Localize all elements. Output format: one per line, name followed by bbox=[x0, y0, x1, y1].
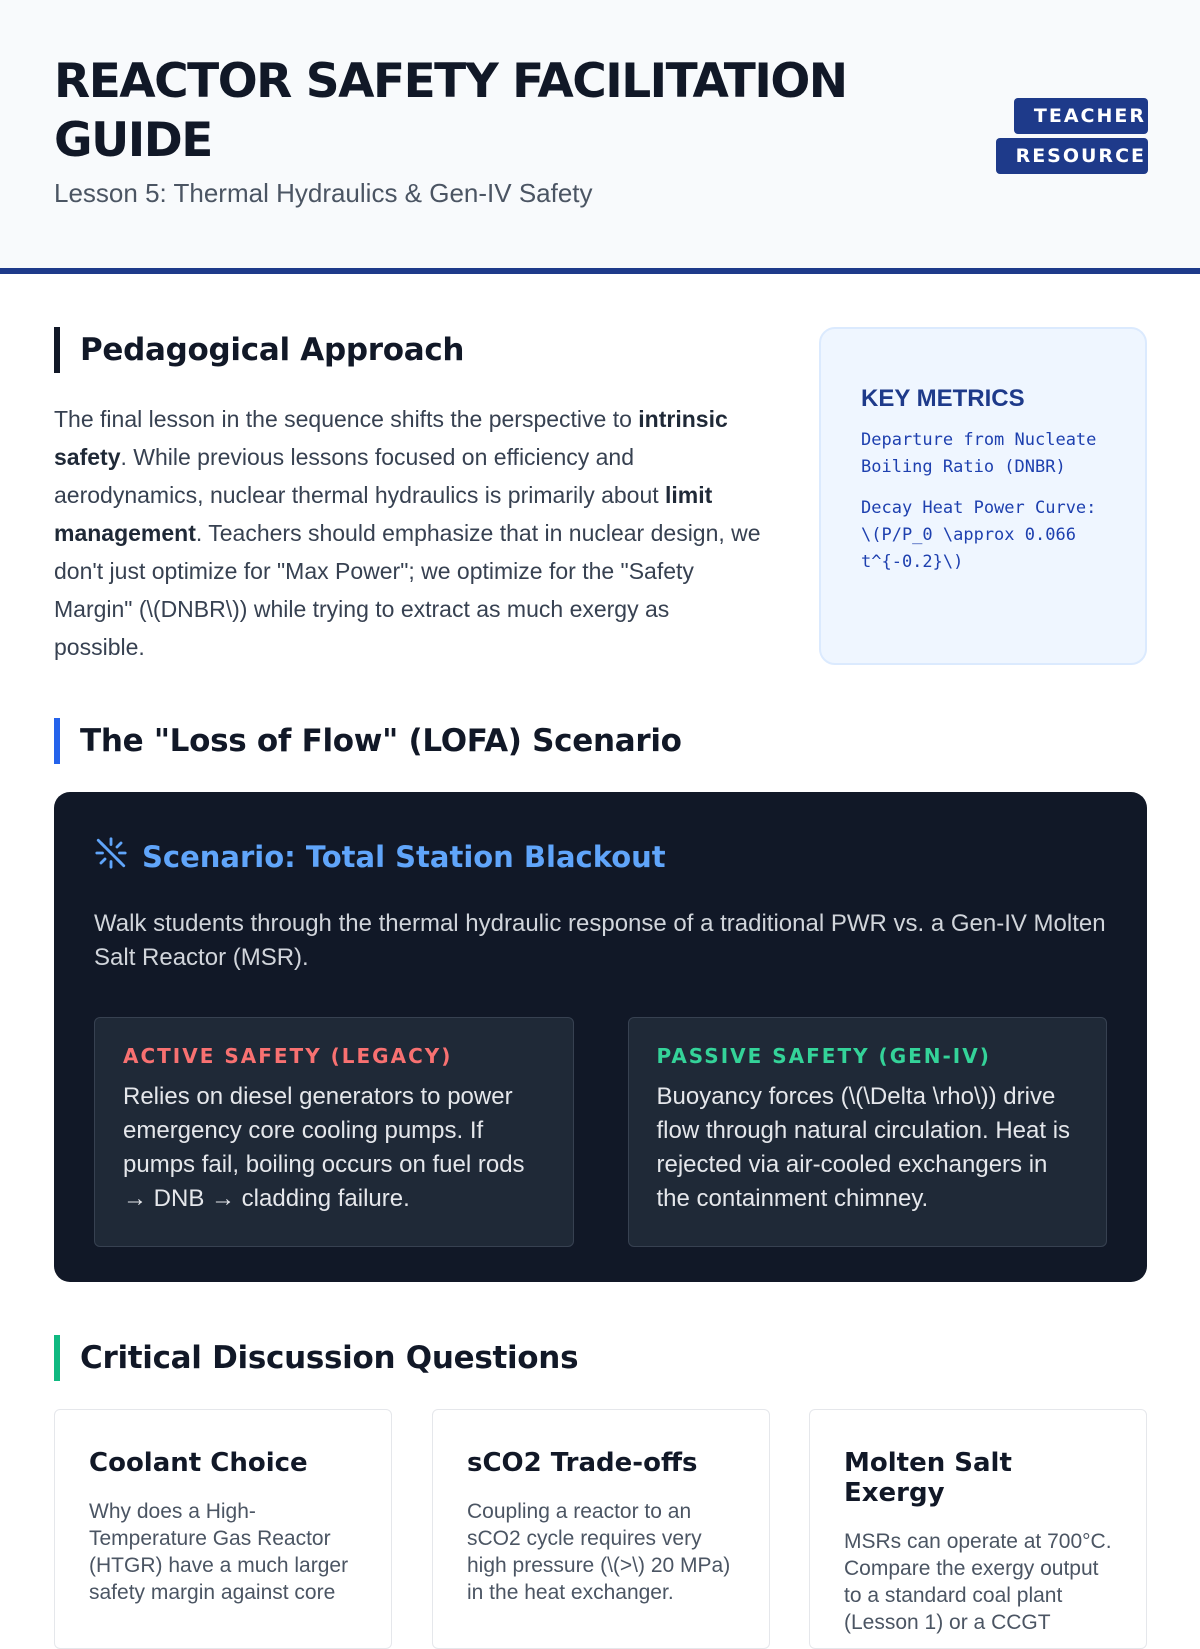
safety-comparison bbox=[94, 1017, 1107, 1247]
scenario-panel bbox=[54, 792, 1147, 1282]
scenario-title-row bbox=[94, 836, 1107, 877]
section-heading-pedagogy: Pedagogical Approach bbox=[54, 327, 464, 373]
section-heading-questions: Critical Discussion Questions bbox=[54, 1335, 578, 1381]
passive-safety-card bbox=[628, 1017, 1108, 1247]
scenario-title: Scenario: Total Station Blackout bbox=[142, 839, 666, 874]
passive-safety-label: PASSIVE SAFETY (GEN-IV) bbox=[656, 1044, 991, 1068]
question-card-molten-salt bbox=[809, 1409, 1147, 1649]
pedagogy-text-1: The final lesson in the sequence shifts the perspective to bbox=[54, 406, 639, 432]
question-title: sCO2 Trade-offs bbox=[467, 1448, 698, 1478]
section-heading-lofa: The "Loss of Flow" (LOFA) Scenario bbox=[54, 718, 682, 764]
pedagogy-paragraph bbox=[54, 400, 766, 666]
question-card-coolant bbox=[54, 1409, 392, 1649]
passive-safety-text: Buoyancy forces (\(\Delta \rho\)) drive flow through natural circulation. Heat is rejected via air-cooled exchangers in the containment chimney. bbox=[656, 1083, 1071, 1212]
pedagogy-text-2: . While previous lessons focused on efficiency and aerodynamics, nuclear thermal hydraulics is primarily about bbox=[54, 444, 666, 508]
active-safety-card bbox=[94, 1017, 574, 1247]
key-metrics-title: KEY METRICS bbox=[861, 385, 1025, 412]
question-text: MSRs can operate at 700°C. Compare the exergy output to a standard coal plant (Lesson 1) or a CCGT bbox=[844, 1530, 1112, 1634]
active-safety-text: Relies on diesel generators to power emergency core cooling pumps. If pumps fail, boiling occurs on fuel rods → DNB → cladding failure. bbox=[123, 1083, 525, 1212]
scenario-description: Walk students through the thermal hydraulic response of a traditional PWR vs. a Gen-IV Molten Salt Reactor (MSR). bbox=[94, 910, 1106, 971]
metric-item: Decay Heat Power Curve: \(P/P_0 \approx 0.066 t^{-0.2}\) bbox=[861, 498, 1097, 572]
pedagogy-bold-1: intrinsic safety bbox=[54, 406, 728, 470]
page-subtitle: Lesson 5: Thermal Hydraulics & Gen-IV Safety bbox=[54, 178, 593, 208]
pedagogy-bold-2: limit management bbox=[54, 482, 713, 546]
pedagogy-text-3: . Teachers should emphasize that in nuclear design, we don't just optimize for "Max Power"; we optimize for the "Safety Margin" (\(DNBR\)) while trying to extract as much exergy as possible. bbox=[54, 520, 761, 660]
page-title: REACTOR SAFETY FACILITATION GUIDE bbox=[54, 54, 847, 168]
teacher-resource-badge bbox=[988, 96, 1148, 176]
question-title: Coolant Choice bbox=[89, 1448, 308, 1478]
question-text: Why does a High-Temperature Gas Reactor (HTGR) have a much larger safety margin against core bbox=[89, 1500, 349, 1604]
metric-item: Departure from Nucleate Boiling Ratio (DNBR) bbox=[861, 430, 1097, 477]
question-text: Coupling a reactor to an sCO2 cycle requires very high pressure (\(>\) 20 MPa) in the heat exchanger. bbox=[467, 1500, 731, 1604]
key-metrics-box bbox=[819, 327, 1147, 665]
question-card-sco2 bbox=[432, 1409, 770, 1649]
question-title: Molten Salt Exergy bbox=[844, 1448, 1012, 1508]
active-safety-label: ACTIVE SAFETY (LEGACY) bbox=[123, 1044, 453, 1068]
badge-label: TEACHER RESOURCE bbox=[996, 98, 1148, 174]
page-header bbox=[0, 0, 1200, 274]
power-off-icon bbox=[94, 836, 128, 877]
